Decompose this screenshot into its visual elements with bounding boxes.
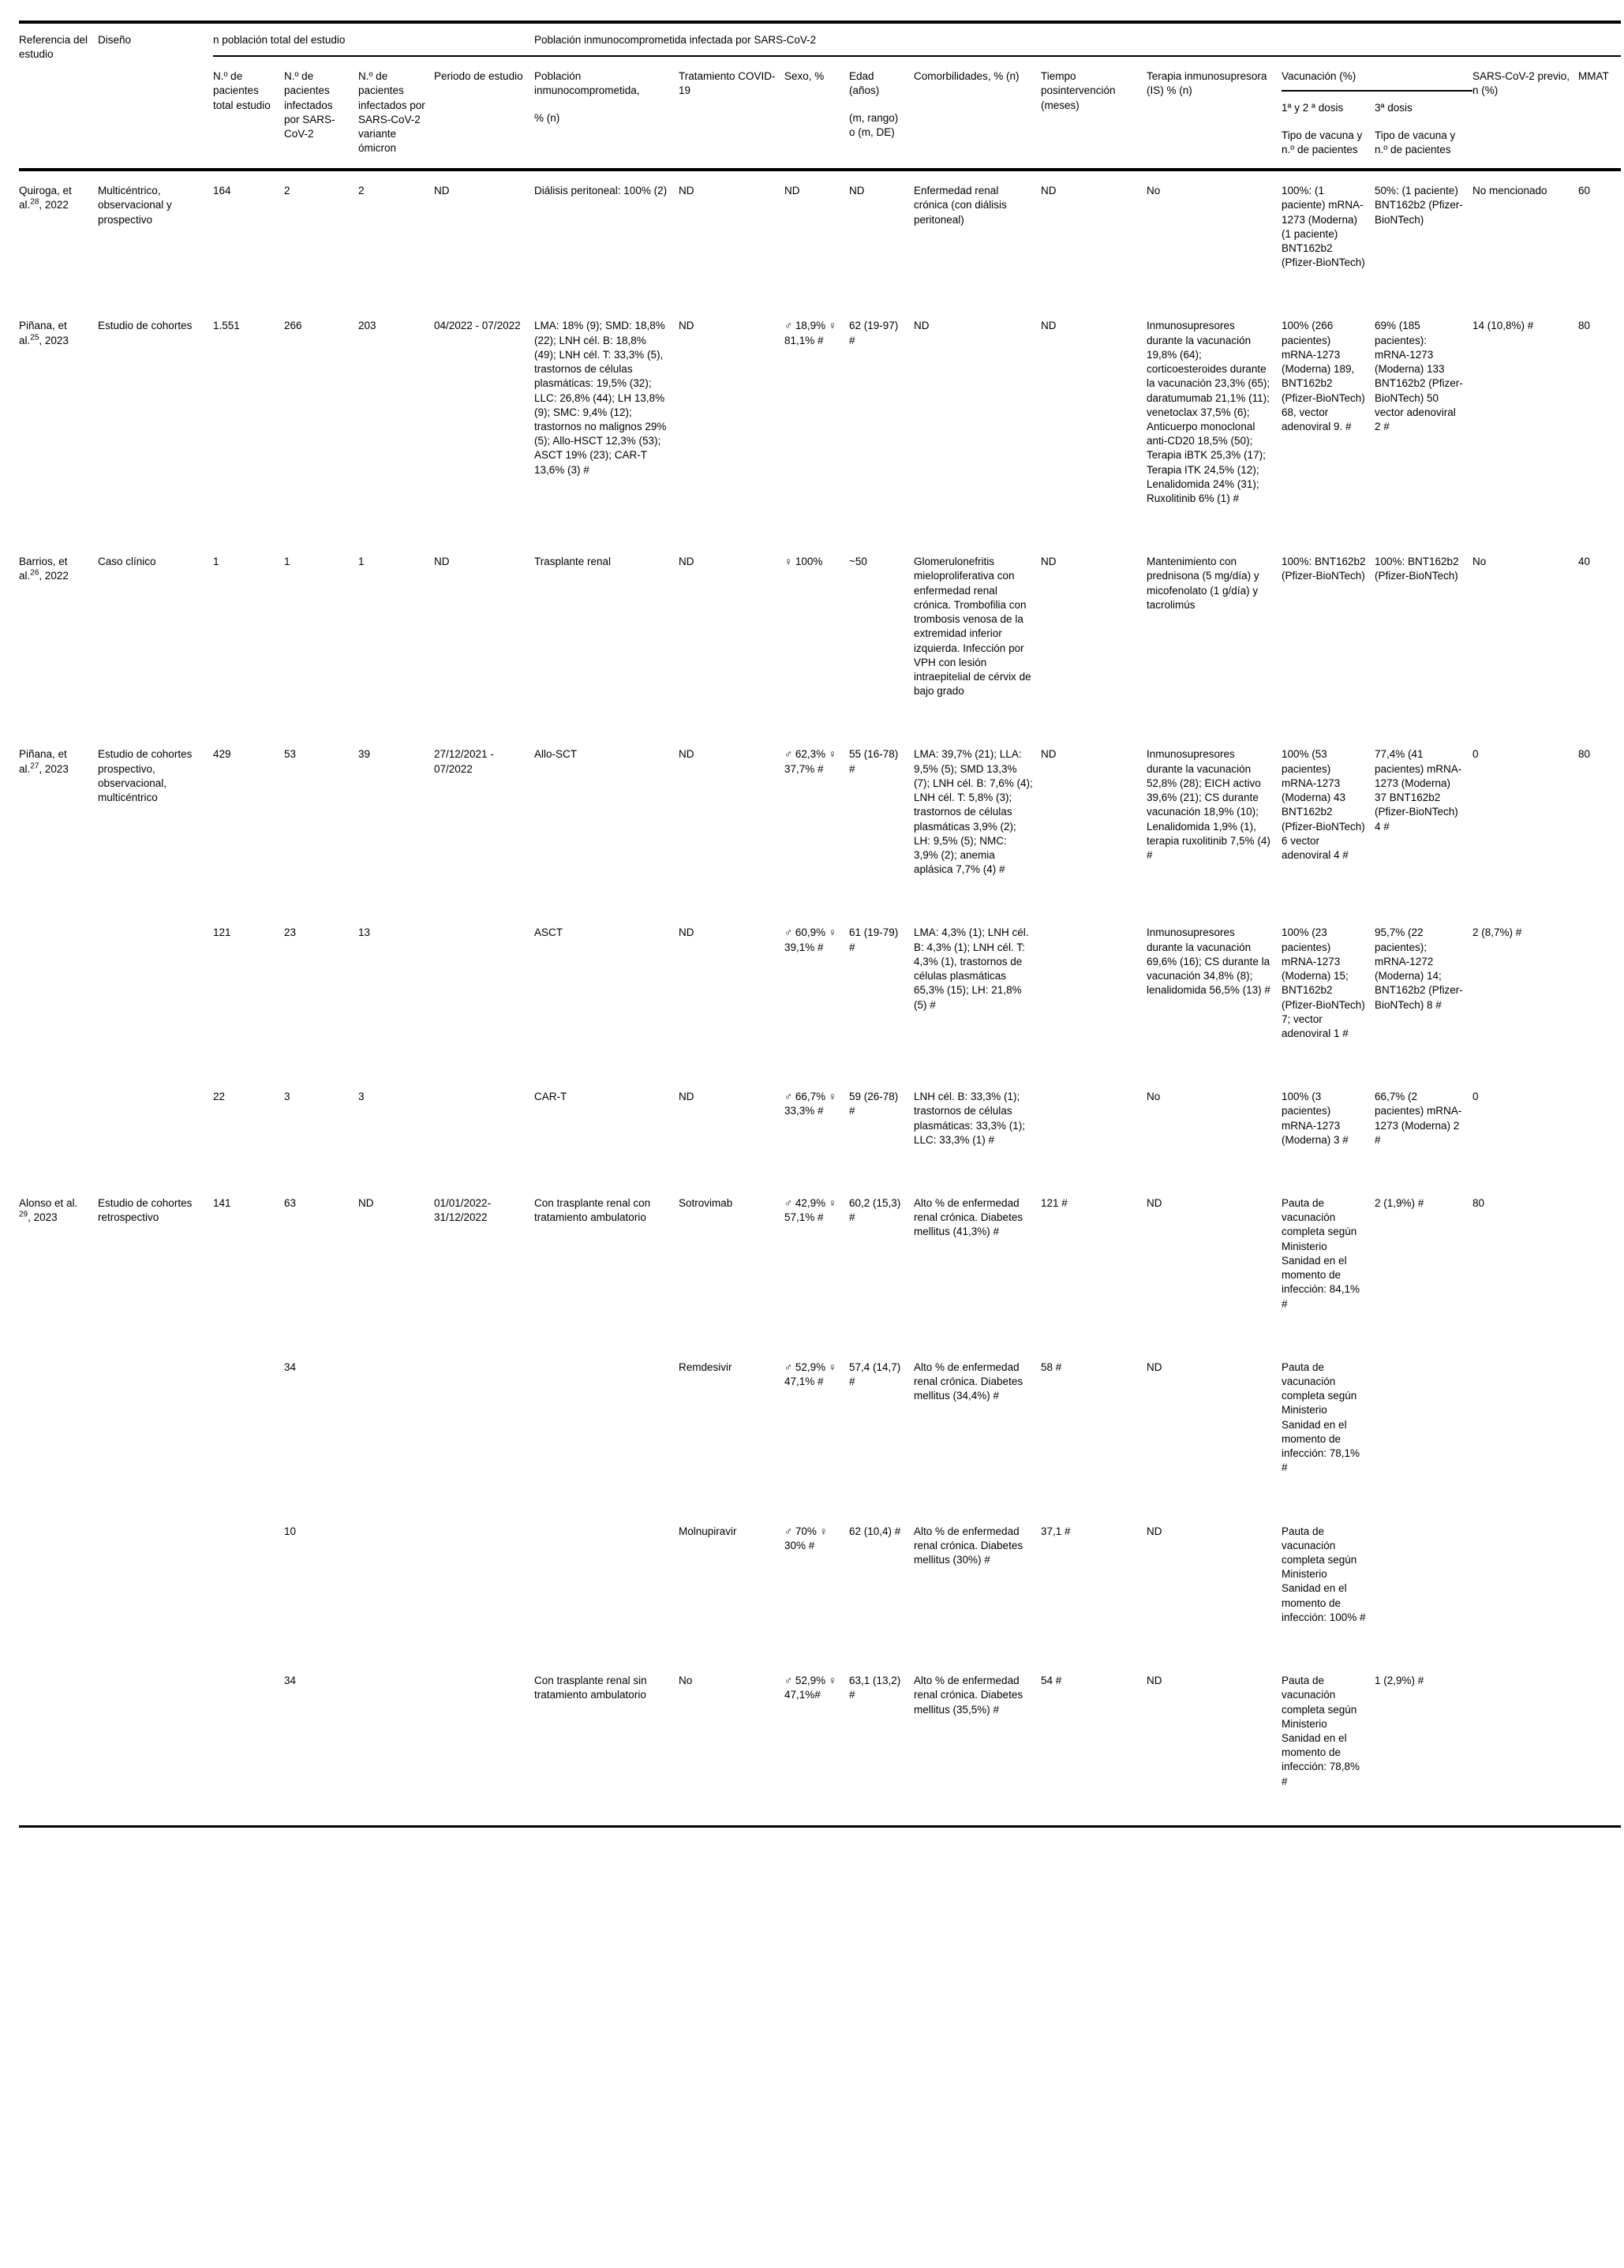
table-cell xyxy=(19,913,98,1077)
table-cell: CAR-T xyxy=(534,1091,567,1103)
table-cell xyxy=(98,1512,213,1662)
table-cell: 37,1 # xyxy=(1041,1525,1071,1537)
table-cell: LMA: 18% (9); SMD: 18,8% (22); LNH cél. B: 18,8% (49); LNH cél. T: 33,3% (5), trastornos de células plasmáticas: 19,5% (32); LLC: 26,8% (44); LH 13,8% (9); SMC: 9,4% (12); trastornos no malignos 29% (5); Allo-HSCT 12,3% (53); ASCT 19% (23); CAR-T 13,6% (3) # xyxy=(534,320,667,476)
table-cell: ND xyxy=(914,320,930,332)
table-cell: 50%: (1 paciente) BNT162b2 (Pfizer-BioNTech) xyxy=(1375,185,1463,226)
table-cell: 62 (19-97) # xyxy=(849,320,899,346)
table-cell: 3 xyxy=(358,1091,365,1103)
table-cell xyxy=(1578,1661,1621,1826)
table-cell xyxy=(1578,1184,1621,1348)
table-cell xyxy=(1375,1348,1472,1512)
table-body xyxy=(19,170,1621,1826)
table-cell: ND xyxy=(679,748,694,761)
table-cell: Inmunosupresores durante la vacunación 69,6% (16); CS durante la vacunación 34,8% (8); lenalidomida 56,5% (13) # xyxy=(1147,926,1270,997)
table-cell: ND xyxy=(679,556,694,568)
table-cell: Barrios, et al.$^{26}$, 2022 xyxy=(19,556,69,582)
table-cell: 121 xyxy=(213,926,231,939)
table-cell: 58 # xyxy=(1041,1360,1062,1373)
col-header-terapia: Terapia inmunosupresora (IS) % (n) xyxy=(1147,70,1267,97)
table-cell: ND xyxy=(1041,320,1057,332)
table-cell: 80 xyxy=(1472,1197,1485,1210)
table-cell xyxy=(434,1512,534,1662)
col-header-n-total: N.º de pacientes total estudio xyxy=(213,70,271,111)
table-row xyxy=(19,1077,1621,1184)
table-cell: LMA: 39,7% (21); LLA: 9,5% (5); SMD 13,3% (7); LNH cél. B: 7,6% (4); LNH cél. T: 5,8% (3); trastornos de células plasmáticas 3,9% (2); LH: 9,5% (5); NMC: 3,9% (2); anemia aplásica 7,7% (4) # xyxy=(914,748,1033,876)
table-cell: 0 xyxy=(1472,748,1479,761)
table-cell xyxy=(98,1661,213,1826)
table-cell: ♂ 66,7% ♀ 33,3% # xyxy=(784,1091,837,1117)
table-cell: Pauta de vacunación completa según Ministerio Sanidad en el momento de infección: 78,8% # xyxy=(1282,1675,1360,1787)
table-cell: ♂ 42,9% ♀ 57,1% # xyxy=(784,1197,837,1224)
table-cell: 3 xyxy=(284,1091,290,1103)
table-cell: 10 xyxy=(284,1525,297,1537)
table-cell: ND xyxy=(679,320,694,332)
table-cell: Pauta de vacunación completa según Ministerio Sanidad en el momento de infección: 84,1% # xyxy=(1282,1197,1360,1310)
table-cell: 80 xyxy=(1578,320,1591,332)
table-cell: 1 (2,9%) # xyxy=(1375,1675,1424,1687)
table-cell: 22 xyxy=(213,1091,226,1103)
table-cell: 13 xyxy=(358,926,371,939)
col-header-tratamiento: Tratamiento COVID-19 xyxy=(679,70,776,97)
table-cell: ♂ 52,9% ♀ 47,1%# xyxy=(784,1675,837,1701)
table-header xyxy=(19,22,1621,170)
col-header-n-infectados: N.º de pacientes infectados por SARS-CoV-2 xyxy=(284,70,335,140)
table-cell: 34 xyxy=(284,1360,297,1373)
col-header-dosis-3 xyxy=(1375,91,1472,170)
table-cell: 55 (16-78) # xyxy=(849,748,899,775)
table-cell xyxy=(434,1077,534,1184)
table-cell: Remdesivir xyxy=(679,1360,732,1373)
table-cell: 40 xyxy=(1578,556,1591,568)
table-cell: ♂ 70% ♀ 30% # xyxy=(784,1525,828,1551)
table-cell: 2 (8,7%) # xyxy=(1472,926,1522,939)
table-cell xyxy=(1472,1348,1578,1512)
table-cell xyxy=(534,1512,679,1662)
group-header-vacunacion: Vacunación (%) xyxy=(1282,56,1472,91)
table-cell: Inmunosupresores durante la vacunación 19,8% (64); corticoesteroides durante la vacunación 23,3% (65); daratumumab 21,1% (11); venetoclax 37,5% (6); Anticuerpo monoclonal anti-CD20 18,5% (50); Terapia iBTK 25,3% (17); Terapia ITK 24,5% (12); Lenalidomida 24% (31); Ruxolitinib 6% (1) # xyxy=(1147,320,1270,505)
table-cell: Inmunosupresores durante la vacunación 52,8% (28); EICH activo 39,6% (21); CS durante vacunación 18,9% (10); Lenalidomida 1,9% (1), terapia ruxolitinib 7,5% (4) # xyxy=(1147,748,1270,861)
table-cell: ND xyxy=(679,926,694,939)
table-cell xyxy=(534,1348,679,1512)
col-header-edad-label: Edad (años) xyxy=(849,70,880,97)
table-cell xyxy=(1472,1661,1578,1826)
table-row xyxy=(19,913,1621,1077)
column-header-row xyxy=(19,56,1621,91)
table-cell: 2 xyxy=(358,185,365,197)
table-cell: ND xyxy=(1041,556,1057,568)
table-cell xyxy=(358,1348,434,1512)
table-cell: Pauta de vacunación completa según Ministerio Sanidad en el momento de infección: 78,1% # xyxy=(1282,1360,1360,1474)
table-cell: 2 xyxy=(284,185,290,197)
table-cell: Enfermedad renal crónica (con diálisis peritoneal) xyxy=(914,185,1007,226)
col-header-dosis-1-2 xyxy=(1282,91,1375,170)
table-cell: Sotrovimab xyxy=(679,1197,733,1210)
table-cell: ND xyxy=(358,1197,374,1210)
table-cell: Con trasplante renal con tratamiento ambulatorio xyxy=(534,1197,651,1224)
table-cell: Multicéntrico, observacional y prospectivo xyxy=(98,185,172,226)
table-cell: 429 xyxy=(213,748,231,761)
table-cell xyxy=(1472,1512,1578,1662)
table-cell: 77,4% (41 pacientes) mRNA-1273 (Moderna) 37 BNT162b2 (Pfizer-BioNTech) 4 # xyxy=(1375,748,1462,833)
table-cell xyxy=(213,1348,284,1512)
table-cell xyxy=(1041,913,1147,1077)
table-cell: ND xyxy=(849,185,865,197)
table-cell: 2 (1,9%) # xyxy=(1375,1197,1424,1210)
table-cell xyxy=(98,1077,213,1184)
group-header-row xyxy=(19,22,1621,56)
col-header-poblacion xyxy=(534,56,679,170)
table-cell: Diálisis peritoneal: 100% (2) xyxy=(534,185,668,197)
group-header-n-poblacion: n población total del estudio xyxy=(213,22,534,56)
col-header-sexo: Sexo, % xyxy=(784,70,825,83)
table-cell: 60 xyxy=(1578,185,1591,197)
table-cell xyxy=(1578,913,1621,1077)
table-cell: Piñana, et al.$^{27}$, 2023 xyxy=(19,748,69,775)
table-cell: Alonso et al. $^{29}$, 2023 xyxy=(19,1197,78,1224)
table-cell: ND xyxy=(784,185,800,197)
table-cell: Alto % de enfermedad renal crónica. Diabetes mellitus (34,4%) # xyxy=(914,1360,1023,1402)
col-header-poblacion-sub: % (n) xyxy=(534,111,560,124)
table-cell xyxy=(1041,1077,1147,1184)
table-cell: ND xyxy=(434,556,450,568)
table-cell: ND xyxy=(1147,1360,1162,1373)
col-header-dosis-3-sub: Tipo de vacuna y n.º de pacientes xyxy=(1375,129,1456,155)
table-cell: 63,1 (13,2) # xyxy=(849,1675,901,1701)
table-cell: Molnupiravir xyxy=(679,1525,737,1537)
table-cell: 57,4 (14,7) # xyxy=(849,1360,901,1387)
table-cell: No xyxy=(1472,556,1487,568)
col-header-dosis-1-2-sub: Tipo de vacuna y n.º de pacientes xyxy=(1282,129,1363,155)
table-cell: 100% (23 pacientes) mRNA-1273 (Moderna) 15; BNT162b2 (Pfizer-BioNTech) 7; vector adenoviral 1 # xyxy=(1282,926,1365,1039)
table-cell: Mantenimiento con prednisona (5 mg/día) y micofenolato (1 g/día) y tacrolimús xyxy=(1147,556,1259,611)
table-cell: 14 (10,8%) # xyxy=(1472,320,1534,332)
table-row xyxy=(19,735,1621,913)
table-cell: 266 xyxy=(284,320,302,332)
col-header-comorbilidades: Comorbilidades, % (n) xyxy=(914,70,1020,83)
table-cell: No xyxy=(679,1675,693,1687)
study-table xyxy=(19,21,1621,1828)
table-cell: No mencionado xyxy=(1472,185,1547,197)
table-cell xyxy=(19,1077,98,1184)
table-cell: 121 # xyxy=(1041,1197,1068,1210)
table-cell: Con trasplante renal sin tratamiento ambulatorio xyxy=(534,1675,647,1701)
table-cell: 34 xyxy=(284,1675,297,1687)
table-row xyxy=(19,1184,1621,1348)
table-cell: ♂ 62,3% ♀ 37,7% # xyxy=(784,748,837,775)
table-cell: No xyxy=(1147,185,1161,197)
table-cell: Alto % de enfermedad renal crónica. Diabetes mellitus (30%) # xyxy=(914,1525,1023,1566)
col-header-edad-sub: (m, rango) o (m, DE) xyxy=(849,111,899,138)
table-cell: Caso clínico xyxy=(98,556,156,568)
table-cell: Pauta de vacunación completa según Ministerio Sanidad en el momento de infección: 100% # xyxy=(1282,1525,1366,1623)
table-cell: ND xyxy=(679,185,694,197)
table-cell: 63 xyxy=(284,1197,297,1210)
table-cell: 62 (10,4) # xyxy=(849,1525,901,1537)
col-header-referencia: Referencia del estudio xyxy=(19,34,88,61)
table-cell: ND xyxy=(679,1091,694,1103)
table-row xyxy=(19,542,1621,735)
table-cell: ASCT xyxy=(534,926,563,939)
table-cell: Trasplante renal xyxy=(534,556,612,568)
table-cell: 100%: BNT162b2 (Pfizer-BioNTech) xyxy=(1375,556,1459,582)
table-cell: 100% (3 pacientes) mRNA-1273 (Moderna) 3 # xyxy=(1282,1091,1349,1146)
table-cell: 0 xyxy=(1472,1091,1479,1103)
table-cell: 66,7% (2 pacientes) mRNA-1273 (Moderna) 2 # xyxy=(1375,1091,1462,1146)
table-cell: 69% (185 pacientes): mRNA-1273 (Moderna) 133 BNT162b2 (Pfizer-BioNTech) 50 vector adenoviral 2 # xyxy=(1375,320,1463,432)
table-cell xyxy=(213,1661,284,1826)
table-cell: 100% (266 pacientes) mRNA-1273 (Moderna) 189, BNT162b2 (Pfizer-BioNTech) 68, vector adenoviral 9. # xyxy=(1282,320,1365,432)
table-cell xyxy=(19,1512,98,1662)
col-header-dosis-3-label: 3ª dosis xyxy=(1375,102,1413,114)
table-cell: ♂ 18,9% ♀ 81,1% # xyxy=(784,320,837,346)
table-row xyxy=(19,170,1621,306)
table-cell: 23 xyxy=(284,926,297,939)
table-cell: Piñana, et al.$^{25}$, 2023 xyxy=(19,320,69,346)
table-cell xyxy=(98,1348,213,1512)
col-header-tiempo: Tiempo posintervención (meses) xyxy=(1041,70,1116,111)
table-cell xyxy=(1578,1077,1621,1184)
table-cell: 1 xyxy=(284,556,290,568)
table-cell: 27/12/2021 - 07/2022 xyxy=(434,748,494,775)
table-cell: 100%: BNT162b2 (Pfizer-BioNTech) xyxy=(1282,556,1366,582)
table-cell: ND xyxy=(1147,1525,1162,1537)
table-cell: 04/2022 - 07/2022 xyxy=(434,320,521,332)
table-cell: 01/01/2022-31/12/2022 xyxy=(434,1197,492,1224)
table-cell: 39 xyxy=(358,748,371,761)
col-header-edad xyxy=(849,56,914,170)
table-cell: LNH cél. B: 33,3% (1); trastornos de células plasmáticas: 33,3% (1); LLC: 33,3% (1) # xyxy=(914,1091,1026,1146)
col-header-periodo: Periodo de estudio xyxy=(434,70,523,83)
table-row xyxy=(19,1512,1621,1662)
col-header-n-omicron: N.º de pacientes infectados por SARS-CoV-2 variante ómicron xyxy=(358,70,425,155)
table-cell xyxy=(358,1661,434,1826)
table-cell: ♂ 60,9% ♀ 39,1% # xyxy=(784,926,837,953)
table-cell: ND xyxy=(1041,748,1057,761)
table-cell: Estudio de cohortes prospectivo, observacional, multicéntrico xyxy=(98,748,193,804)
table-cell: Estudio de cohortes xyxy=(98,320,193,332)
col-header-dosis-1-2-label: 1ª y 2 ª dosis xyxy=(1282,102,1344,114)
table-cell: 95,7% (22 pacientes); mRNA-1272 (Moderna) 14; BNT162b2 (Pfizer-BioNTech) 8 # xyxy=(1375,926,1463,1011)
table-cell xyxy=(358,1512,434,1662)
table-cell: 1 xyxy=(213,556,219,568)
table-cell: 141 xyxy=(213,1197,231,1210)
col-header-sars-previo: SARS-CoV-2 previo, n (%) xyxy=(1472,70,1570,97)
table-cell: 1 xyxy=(358,556,365,568)
table-cell: ND xyxy=(1041,185,1057,197)
col-header-diseno: Diseño xyxy=(98,34,132,46)
table-cell: 80 xyxy=(1578,748,1591,761)
table-cell: 53 xyxy=(284,748,297,761)
col-header-mmat: MMAT xyxy=(1578,70,1609,83)
table-cell: 61 (19-79) # xyxy=(849,926,899,953)
table-cell: Alto % de enfermedad renal crónica. Diabetes mellitus (41,3%) # xyxy=(914,1197,1023,1238)
table-cell: Quiroga, et al.$^{28}$, 2022 xyxy=(19,185,72,211)
table-cell: 100%: (1 paciente) mRNA-1273 (Moderna) (1 paciente) BNT162b2 (Pfizer-BioNTech) xyxy=(1282,185,1365,269)
table-cell: 60,2 (15,3) # xyxy=(849,1197,901,1224)
table-cell: ~50 xyxy=(849,556,867,568)
table-cell xyxy=(213,1512,284,1662)
table-cell xyxy=(434,913,534,1077)
table-cell: Glomerulonefritis mieloproliferativa con enfermedad renal crónica. Trombofilia con trombosis venosa de la extremidad inferior izquierda. Infección por VPH con lesión intraepitelial de cérvix de bajo grado xyxy=(914,556,1031,698)
table-cell xyxy=(19,1348,98,1512)
table-cell: ND xyxy=(1147,1675,1162,1687)
table-cell: LMA: 4,3% (1); LNH cél. B: 4,3% (1); LNH cél. T: 4,3% (1), trastornos de células plasmáticas 65,3% (15); LH: 21,8% (5) # xyxy=(914,926,1029,1011)
table-cell: 164 xyxy=(213,185,231,197)
table-cell xyxy=(434,1661,534,1826)
table-cell: 59 (26-78) # xyxy=(849,1091,899,1117)
table-cell: No xyxy=(1147,1091,1161,1103)
table-cell xyxy=(1375,1512,1472,1662)
table-cell: Estudio de cohortes retrospectivo xyxy=(98,1197,193,1224)
table-cell: ND xyxy=(434,185,450,197)
table-row xyxy=(19,306,1621,542)
table-cell xyxy=(1578,1512,1621,1662)
table-cell: Alto % de enfermedad renal crónica. Diabetes mellitus (35,5%) # xyxy=(914,1675,1023,1716)
table-row xyxy=(19,1348,1621,1512)
table-cell xyxy=(19,1661,98,1826)
group-header-poblacion-inmunocomprometida: Población inmunocomprometida infectada por SARS-CoV-2 xyxy=(534,22,1621,56)
table-cell: ♂ 52,9% ♀ 47,1% # xyxy=(784,1360,837,1387)
table-cell xyxy=(1578,1348,1621,1512)
table-cell xyxy=(98,913,213,1077)
table-cell: 100% (53 pacientes) mRNA-1273 (Moderna) 43 BNT162b2 (Pfizer-BioNTech) 6 vector adenoviral 4 # xyxy=(1282,748,1365,861)
table-cell: Allo-SCT xyxy=(534,748,578,761)
table-row xyxy=(19,1661,1621,1826)
table-cell: 1.551 xyxy=(213,320,240,332)
table-cell: 54 # xyxy=(1041,1675,1062,1687)
table-cell: 203 xyxy=(358,320,376,332)
table-cell: ♀ 100% xyxy=(784,556,823,568)
table-cell xyxy=(434,1348,534,1512)
table-cell: ND xyxy=(1147,1197,1162,1210)
col-header-poblacion-label: Población inmunocomprometida, xyxy=(534,70,640,97)
